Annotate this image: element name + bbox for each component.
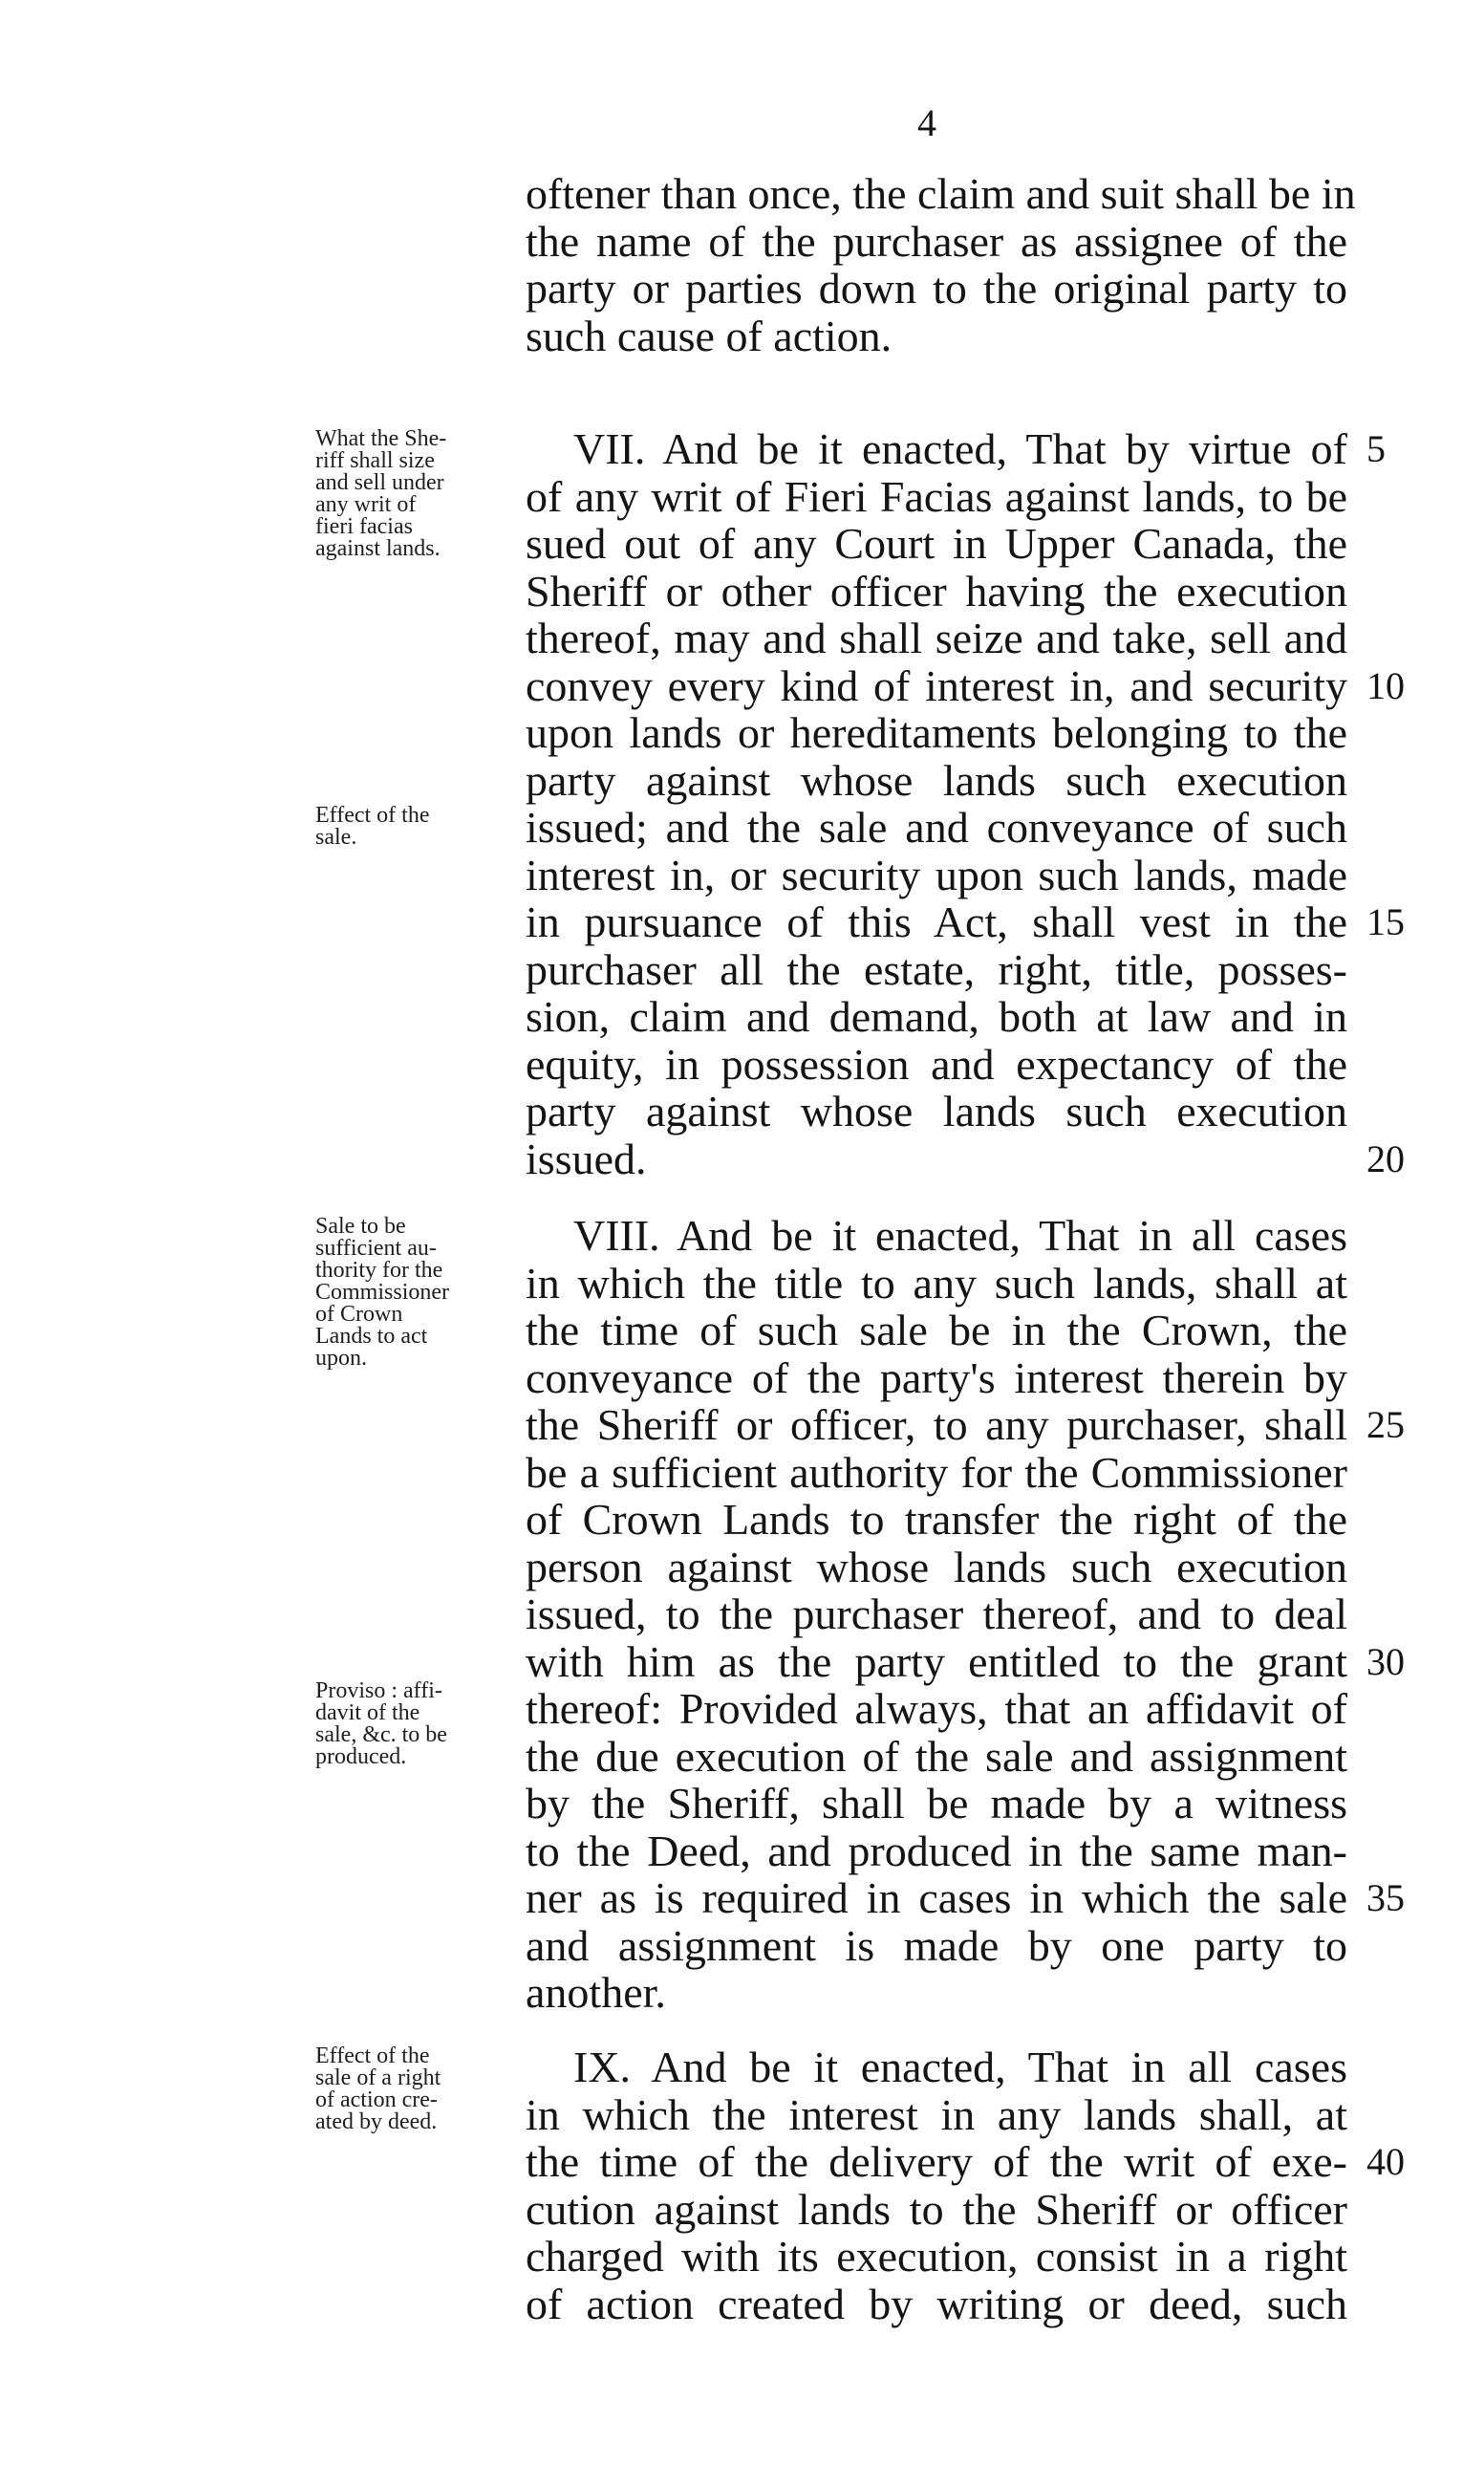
line-text: party or parties down to the original party to	[526, 264, 1347, 313]
line-text: party against whose lands such execution	[526, 1087, 1347, 1135]
margin-note-line: Effect of the	[315, 803, 430, 828]
text-line	[526, 2186, 1347, 2234]
line-text: oftener than once, the claim and suit shall be in	[526, 169, 1356, 218]
text-line	[526, 1733, 1347, 1781]
text-line	[526, 1685, 1347, 1733]
line-text: interest in, or security upon such lands, made	[526, 850, 1347, 899]
margin-note-line: ated by deed.	[315, 2109, 438, 2134]
text-line	[526, 804, 1347, 852]
text-line	[526, 615, 1347, 662]
text-line	[526, 1449, 1347, 1497]
line-text: person against whose lands such execution	[526, 1542, 1347, 1591]
line-text: VII. And be it enacted, That by virtue of	[573, 424, 1347, 473]
line-text: to the Deed, and produced in the same man-	[526, 1826, 1347, 1875]
line-text: sion, claim and demand, both at law and in	[526, 992, 1347, 1041]
text-line	[526, 897, 1405, 946]
text-line	[526, 265, 1347, 313]
text-line	[526, 1307, 1347, 1354]
section-vii	[526, 424, 1405, 1183]
margin-note-line: and sell under	[315, 470, 444, 495]
text-line	[526, 1827, 1347, 1875]
text-line	[526, 709, 1347, 757]
margin-note-line: davit of the	[315, 1700, 420, 1725]
text-line	[526, 2091, 1347, 2139]
line-text: in which the title to any such lands, shall at	[526, 1258, 1347, 1308]
text-line	[526, 1873, 1405, 1922]
line-text: of action created by writing or deed, such	[526, 2279, 1347, 2328]
margin-note-proviso	[315, 1680, 521, 1768]
line-text: equity, in possession and expectancy of the	[526, 1039, 1347, 1089]
margin-note-line: sale of a right	[315, 2065, 441, 2090]
text-line	[526, 852, 1347, 899]
line-number: 20	[1366, 1136, 1405, 1180]
margin-note-line: Effect of the	[315, 2044, 430, 2068]
text-line	[526, 2281, 1347, 2328]
line-text: issued; and the sale and conveyance of such	[526, 803, 1347, 852]
text-line	[526, 2233, 1347, 2281]
line-text: the time of such sale be in the Crown, the	[526, 1306, 1347, 1354]
margin-note-line: fieri facias	[315, 514, 413, 539]
margin-note-line: Sale to be	[315, 1214, 406, 1239]
line-text: sued out of any Court in Upper Canada, the	[526, 519, 1347, 568]
line-text: by the Sheriff, shall be made by a witness	[526, 1779, 1347, 1827]
text-line	[526, 946, 1347, 994]
line-text: issued, to the purchaser thereof, and to deal	[526, 1590, 1347, 1638]
line-number: 15	[1366, 900, 1405, 943]
text-line	[526, 1496, 1347, 1544]
margin-note-line: against lands.	[315, 536, 441, 561]
section-ix	[526, 2043, 1405, 2328]
line-text: upon lands or hereditaments belonging to the	[526, 708, 1347, 757]
page-number: 4	[917, 101, 936, 144]
text-line	[526, 169, 1356, 218]
line-text: another.	[526, 1968, 666, 2017]
text-line	[526, 1780, 1347, 1827]
line-text: purchaser all the estate, right, title, posses-	[526, 944, 1347, 994]
line-text: and assignment is made by one party to	[526, 1920, 1347, 1970]
line-text: conveyance of the party's interest therein by	[526, 1352, 1347, 1402]
line-text: thereof, may and shall seize and take, sell and	[526, 614, 1347, 662]
text-line	[526, 1354, 1347, 1402]
text-line	[526, 757, 1347, 805]
text-line	[526, 1134, 1405, 1183]
section-viii	[526, 1211, 1405, 2017]
line-text: such cause of action.	[526, 311, 893, 360]
line-text: thereof: Provided always, that an affidavit of	[526, 1684, 1347, 1733]
text-line	[526, 1260, 1347, 1308]
text-line	[526, 1212, 1347, 1260]
margin-note-effect-right-action	[315, 2045, 521, 2133]
line-text: IX. And be it enacted, That in all cases	[573, 2043, 1347, 2091]
line-text: in pursuance of this Act, shall vest in the	[526, 897, 1347, 946]
line-number: 25	[1366, 1403, 1405, 1446]
text-line	[526, 1922, 1347, 1970]
line-text: the Sheriff or officer, to any purchaser, shall	[526, 1400, 1347, 1449]
text-line	[526, 1636, 1405, 1686]
margin-note-line: sufficient au-	[315, 1236, 437, 1261]
line-number: 35	[1366, 1876, 1405, 1919]
text-line	[526, 313, 1347, 360]
text-block-continuation	[526, 169, 1356, 360]
margin-note-line: riff shall size	[315, 448, 435, 473]
text-line	[526, 473, 1347, 521]
text-line	[526, 568, 1347, 616]
line-number: 30	[1366, 1639, 1405, 1683]
margin-note-line: sale.	[315, 825, 357, 850]
text-line	[526, 520, 1347, 568]
line-text: party against whose lands such execution	[526, 755, 1347, 805]
text-line	[526, 424, 1386, 473]
text-line	[526, 1088, 1347, 1135]
margin-note-sheriff-seize	[315, 428, 521, 560]
text-line	[526, 1590, 1347, 1638]
text-line	[526, 1969, 1347, 2017]
line-text: be a sufficient authority for the Commissioner	[526, 1447, 1347, 1497]
line-text: in which the interest in any lands shall, at	[526, 2089, 1347, 2139]
text-line	[526, 993, 1347, 1041]
text-line	[526, 1400, 1405, 1449]
line-number: 10	[1366, 663, 1405, 707]
text-line	[526, 2137, 1405, 2186]
line-text: charged with its execution, consist in a right	[526, 2232, 1347, 2281]
text-line	[526, 1041, 1347, 1089]
line-text: VIII. And be it enacted, That in all cases	[573, 1211, 1347, 1260]
margin-note-line: produced.	[315, 1744, 407, 1769]
margin-note-line: What the She-	[315, 426, 447, 451]
margin-note-line: sale, &c. to be	[315, 1722, 447, 1747]
margin-note-line: thority for the	[315, 1258, 443, 1283]
line-text: of Crown Lands to transfer the right of the	[526, 1495, 1347, 1544]
margin-note-line: Commissioner	[315, 1280, 450, 1305]
line-text: with him as the party entitled to the grant	[526, 1636, 1347, 1686]
margin-note-line: any writ of	[315, 492, 417, 517]
line-text: Sheriff or other officer having the execution	[526, 566, 1347, 616]
margin-note-sale-authority	[315, 1216, 521, 1370]
margin-note-line: of action cre-	[315, 2087, 438, 2112]
text-line	[526, 218, 1347, 266]
line-text: ner as is required in cases in which the sale	[526, 1873, 1347, 1922]
line-text: issued.	[526, 1134, 647, 1183]
text-line	[526, 1544, 1347, 1591]
margin-note-line: Lands to act	[315, 1324, 428, 1349]
line-text: the time of the delivery of the writ of exe-	[526, 2137, 1347, 2186]
margin-note-line: of Crown	[315, 1302, 403, 1327]
line-number: 40	[1366, 2140, 1405, 2183]
line-text: of any writ of Fieri Facias against lands, to be	[526, 471, 1347, 521]
line-text: the name of the purchaser as assignee of the	[526, 216, 1347, 266]
line-text: convey every kind of interest in, and security	[526, 660, 1347, 710]
margin-note-line: Proviso : affi-	[315, 1678, 442, 1703]
margin-note-line: upon.	[315, 1346, 367, 1371]
line-text: the due execution of the sale and assignment	[526, 1731, 1347, 1781]
line-number: 5	[1366, 427, 1386, 470]
text-line	[526, 660, 1405, 710]
line-text: cution against lands to the Sheriff or officer	[526, 2184, 1347, 2234]
margin-note-effect-sale	[315, 805, 521, 849]
text-line	[526, 2044, 1347, 2091]
